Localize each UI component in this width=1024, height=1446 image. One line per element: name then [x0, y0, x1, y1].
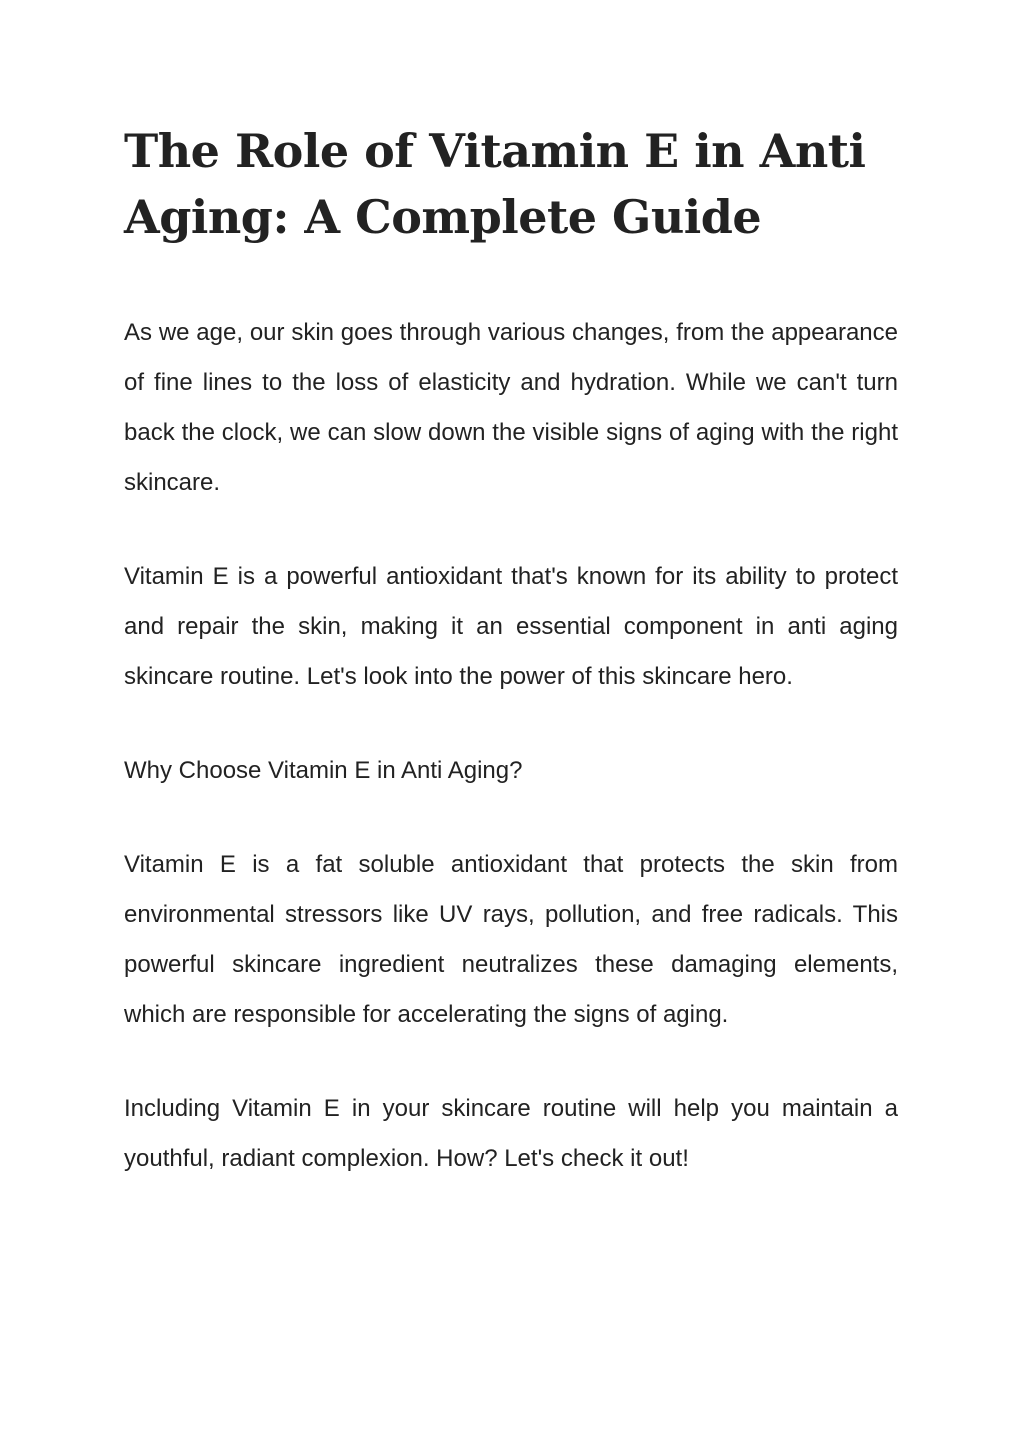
section-heading: Why Choose Vitamin E in Anti Aging?	[124, 757, 523, 784]
antioxidant-paragraph: Vitamin E is a fat soluble antioxidant that protects the skin from environmental stressors like UV rays, pollution, and free radicals. This powerful skincare ingredient neutralizes these damaging elements, which are responsible for accelerating the signs of aging.	[124, 851, 898, 1028]
routine-paragraph: Including Vitamin E in your skincare routine will help you maintain a youthful, radiant complexion. How? Let's check it out!	[124, 1095, 898, 1172]
vitamin-e-overview-paragraph: Vitamin E is a powerful antioxidant that's known for its ability to protect and repair the skin, making it an essential component in anti aging skincare routine. Let's look into the power of this skincare hero.	[124, 563, 898, 690]
article-title: The Role of Vitamin E in Anti Aging: A Complete Guide	[124, 124, 866, 244]
intro-paragraph: As we age, our skin goes through various changes, from the appearance of fine lines to the loss of elasticity and hydration. While we can't turn back the clock, we can slow down the visible signs of aging with the right skincare.	[124, 319, 898, 496]
document-page	[124, 118, 898, 1184]
